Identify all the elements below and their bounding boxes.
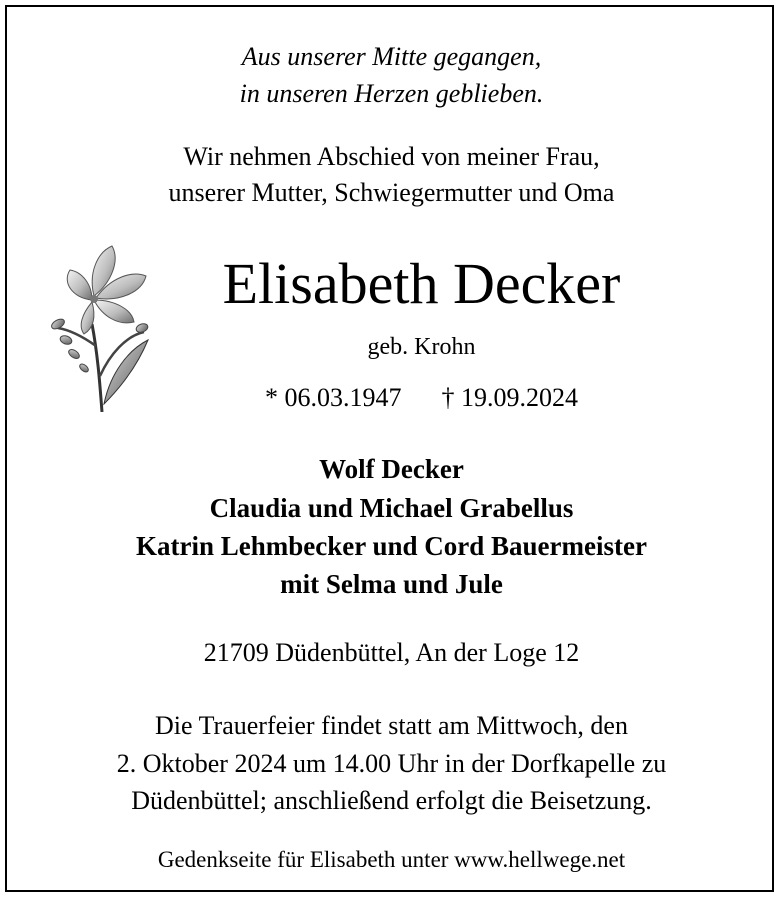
intro-line-2: unserer Mutter, Schwiegermutter und Oma: [168, 178, 615, 207]
intro-line-1: Wir nehmen Abschied von meiner Frau,: [183, 142, 600, 171]
life-dates: [30, 385, 783, 411]
family-address: 21709 Düdenbüttel, An der Loge 12: [203, 638, 580, 667]
deceased-name: Elisabeth Decker: [222, 251, 621, 316]
birth-date: * 06.03.1947: [265, 383, 402, 412]
motto-line-2: in unseren Herzen geblieben.: [239, 79, 544, 108]
mourner-line-2: Claudia und Michael Grabellus: [209, 493, 574, 523]
death-date: † 19.09.2024: [441, 383, 578, 412]
memorial-page-note: Gedenkseite für Elisabeth unter www.hellwege.net: [157, 847, 626, 872]
service-line-2: 2. Oktober 2024 um 14.00 Uhr in der Dorfkapelle zu: [116, 749, 667, 778]
birth-name: geb. Krohn: [367, 334, 476, 360]
mourner-line-1: Wolf Decker: [319, 454, 464, 484]
mourner-line-3: Katrin Lehmbecker und Cord Bauermeister: [136, 531, 647, 561]
motto-line-1: Aus unserer Mitte gegangen,: [241, 42, 542, 71]
mourner-line-4: mit Selma und Jule: [280, 569, 503, 599]
service-line-3: Düdenbüttel; anschließend erfolgt die Beisetzung.: [131, 786, 652, 815]
service-line-1: Die Trauerfeier findet statt am Mittwoch, den: [155, 711, 628, 740]
